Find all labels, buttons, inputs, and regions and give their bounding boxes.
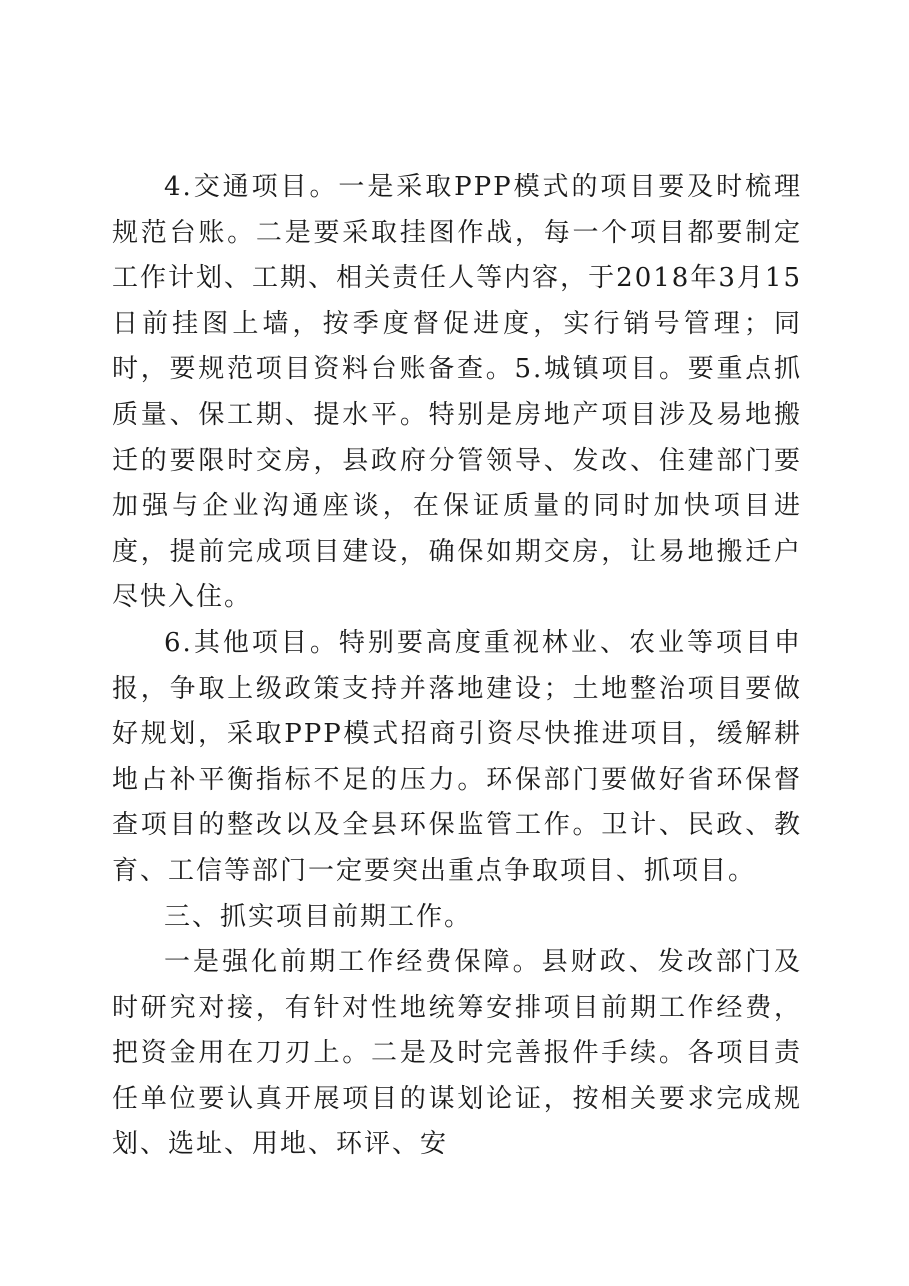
document-body xyxy=(112,165,802,1168)
paragraph-transport-and-town-projects: 4.交通项目。一是采取PPP模式的项目要及时梳理规范台账。二是要采取挂图作战，每一个项目都要制定工作计划、工期、相关责任人等内容，于2018年3月15日前挂图上墙，按季度督促进度，实行销号管理；同时，要规范项目资料台账备查。5.城镇项目。要重点抓质量、保工期、提水平。特别是房地产项目涉及易地搬迁的要限时交房，县政府分管领导、发改、住建部门要加强与企业沟通座谈，在保证质量的同时加快项目进度，提前完成项目建设，确保如期交房，让易地搬迁户尽快入住。 xyxy=(112,172,802,613)
paragraph-other-projects: 6.其他项目。特别要高度重视林业、农业等项目申报，争取上级政策支持并落地建设；土地整治项目要做好规划，采取PPP模式招商引资尽快推进项目，缓解耕地占补平衡指标不足的压力。环保部门要做好省环保督查项目的整改以及全县环保监管工作。卫计、民政、教育、工信等部门一定要突出重点争取项目、抓项目。 xyxy=(112,627,802,886)
section-heading-preliminary-work: 三、抓实项目前期工作。 xyxy=(164,901,473,932)
paragraph-preliminary-work-measures: 一是强化前期工作经费保障。县财政、发改部门及时研究对接，有针对性地统筹安排项目前期工作经费，把资金用在刀刃上。二是及时完善报件手续。各项目责任单位要认真开展项目的谋划论证，按相关要求完成规划、选址、用地、环评、安 xyxy=(112,947,802,1160)
